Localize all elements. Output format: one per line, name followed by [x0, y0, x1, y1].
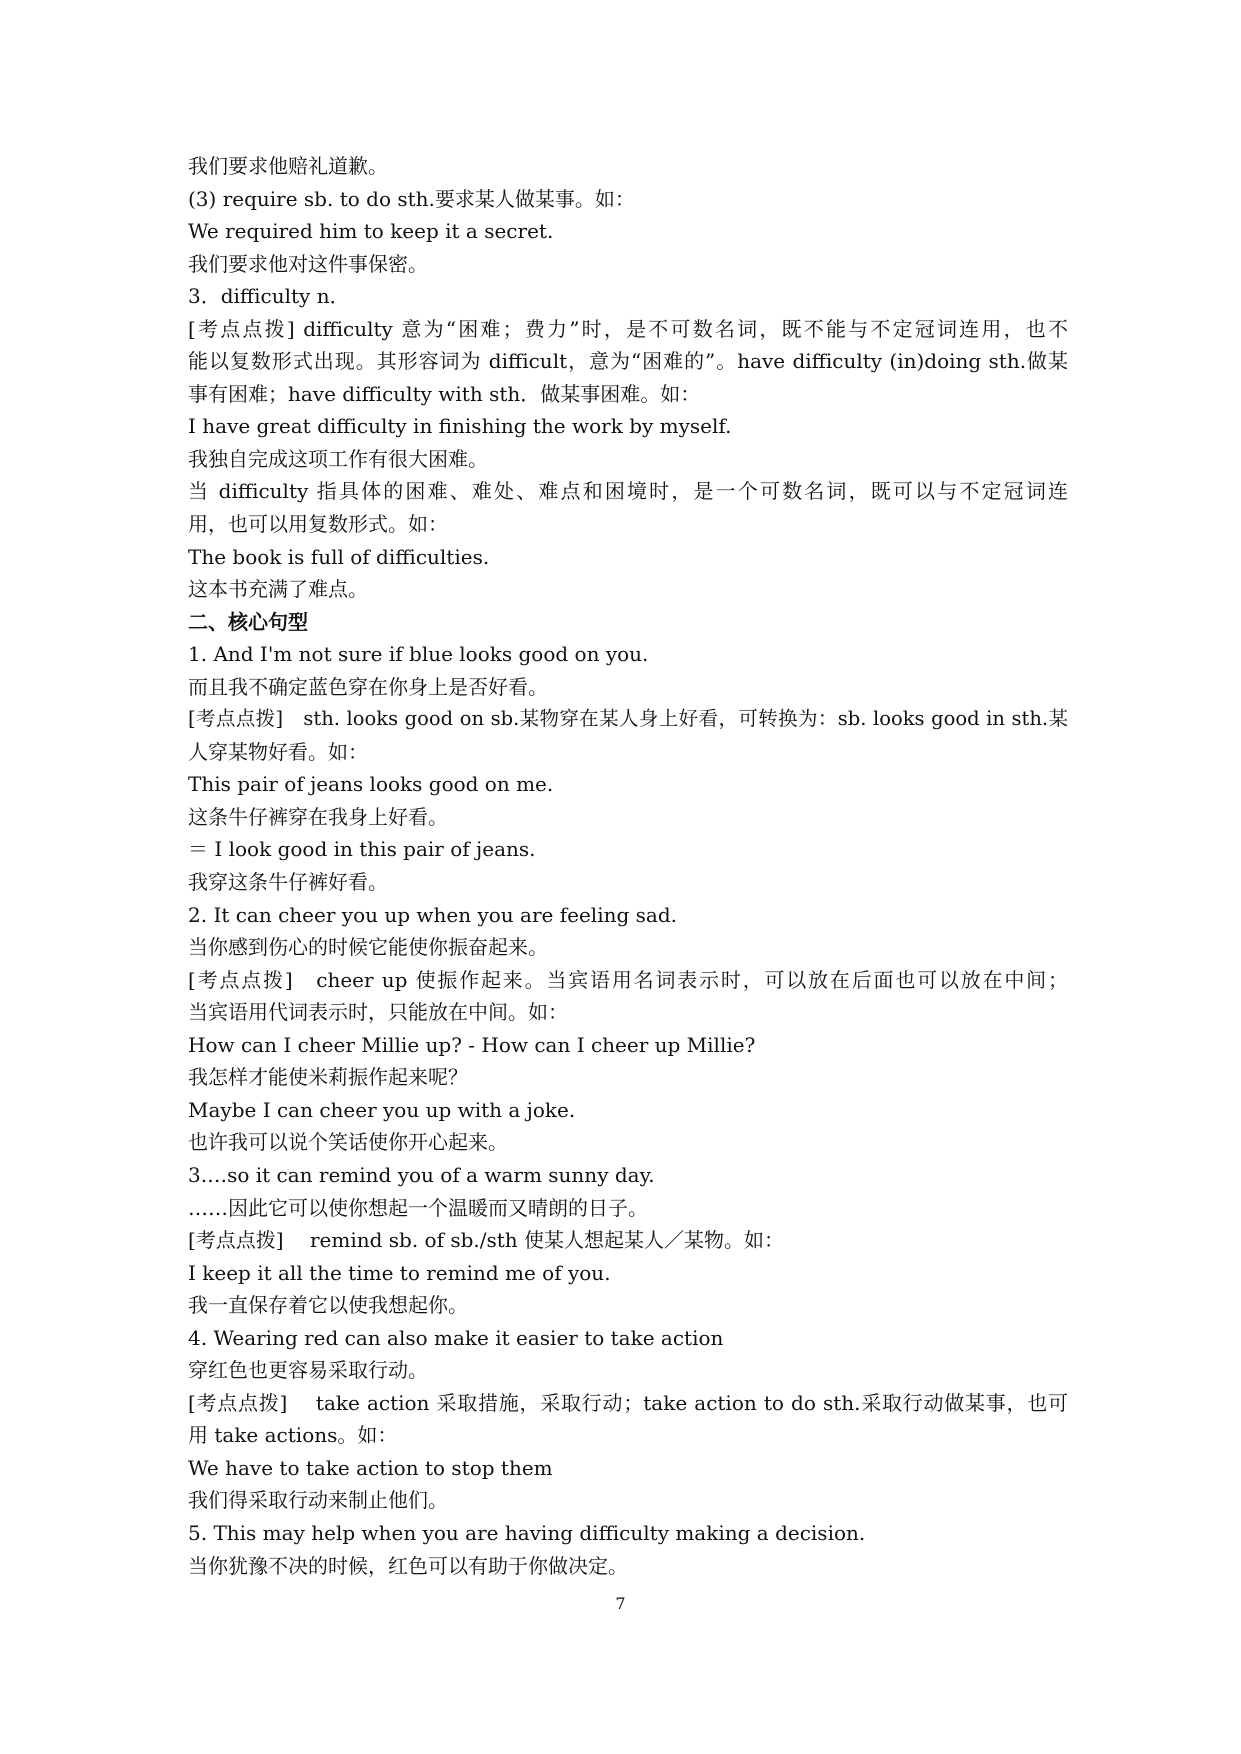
text-line: The book is full of difficulties.: [188, 544, 490, 569]
text-line: 我怎样才能使米莉振作起来呢？: [188, 1065, 468, 1090]
text-line: How can I cheer Millie up? - How can I cheer up Millie?: [188, 1032, 756, 1057]
text-line: [考点点拨] cheer up 使振作起来。当宾语用名词表示时，可以放在后面也可以放在中间；: [188, 967, 1068, 992]
text-line: 当你感到伤心的时候它能使你振奋起来。: [188, 935, 548, 960]
text-line: 这条牛仔裤穿在我身上好看。: [188, 804, 448, 829]
text-line: 我一直保存着它以使我想起你。: [188, 1293, 468, 1318]
text-line: This pair of jeans looks good on me.: [188, 772, 554, 797]
text-line: 5. This may help when you are having difficulty making a decision.: [188, 1520, 866, 1545]
text-line: 1. And I'm not sure if blue looks good on you.: [188, 642, 649, 667]
text-line: 当你犹豫不决的时候，红色可以有助于你做决定。: [188, 1553, 628, 1578]
text-line: Maybe I can cheer you up with a joke.: [188, 1097, 576, 1122]
text-line: 人穿某物好看。如：: [188, 739, 368, 764]
text-line: (3) require sb. to do sth.要求某人做某事。如：: [188, 186, 635, 211]
text-line: 也许我可以说个笑话使你开心起来。: [188, 1130, 508, 1155]
text-line: 能以复数形式出现。其形容词为 difficult，意为“困难的”。have difficulty (in)doing sth.做某: [188, 349, 1068, 374]
text-line: 事有困难；have difficulty with sth．做某事困难。如：: [188, 381, 701, 406]
text-line: 2. It can cheer you up when you are feeling sad.: [188, 902, 677, 927]
text-line: 我们要求他对这件事保密。: [188, 251, 428, 276]
text-line: [考点点拨] take action 采取措施，采取行动；take action to do sth.采取行动做某事，也可: [188, 1390, 1068, 1415]
text-line: 这本书充满了难点。: [188, 577, 368, 602]
text-line: ……因此它可以使你想起一个温暖而又晴朗的日子。: [188, 1195, 648, 1220]
text-line: 我穿这条牛仔裤好看。: [188, 870, 388, 895]
text-line: 3.…so it can remind you of a warm sunny day.: [188, 1162, 655, 1187]
text-line: 而且我不确定蓝色穿在你身上是否好看。: [188, 674, 548, 699]
page-number: 7: [615, 1594, 626, 1613]
text-line: 当宾语用代词表示时，只能放在中间。如：: [188, 1000, 568, 1025]
text-line: I keep it all the time to remind me of you.: [188, 1260, 611, 1285]
text-line: We required him to keep it a secret.: [188, 219, 554, 244]
text-line: We have to take action to stop them: [188, 1455, 553, 1480]
text-line: [考点点拨] remind sb. of sb./sth 使某人想起某人／某物。如：: [188, 1228, 785, 1253]
text-line: 当 difficulty 指具体的困难、难处、难点和困境时，是一个可数名词，既可以与不定冠词连: [188, 479, 1068, 504]
text-line: [考点点拨] sth. looks good on sb.某物穿在某人身上好看，可转换为：sb. looks good in sth.某: [188, 707, 1068, 731]
text-line: 用，也可以用复数形式。如：: [188, 512, 448, 537]
text-line: 用 take actions。如：: [188, 1423, 398, 1448]
text-line: ＝ I look good in this pair of jeans.: [188, 837, 536, 862]
text-line: 我们得采取行动来制止他们。: [188, 1488, 448, 1513]
text-line: 3．difficulty n．: [188, 284, 350, 309]
text-line: 我们要求他赔礼道歉。: [188, 154, 388, 178]
text-line: [考点点拨] difficulty 意为“困难；费力”时，是不可数名词，既不能与不定冠词连用，也不: [188, 316, 1068, 341]
text-line: 穿红色也更容易采取行动。: [188, 1358, 428, 1383]
section-heading: 二、核心句型: [188, 609, 308, 634]
document-body: [188, 150, 1068, 1582]
text-line: 4. Wearing red can also make it easier to take action: [188, 1325, 724, 1350]
text-line: I have great difficulty in finishing the work by myself.: [188, 414, 732, 439]
text-line: 我独自完成这项工作有很大困难。: [188, 446, 488, 471]
